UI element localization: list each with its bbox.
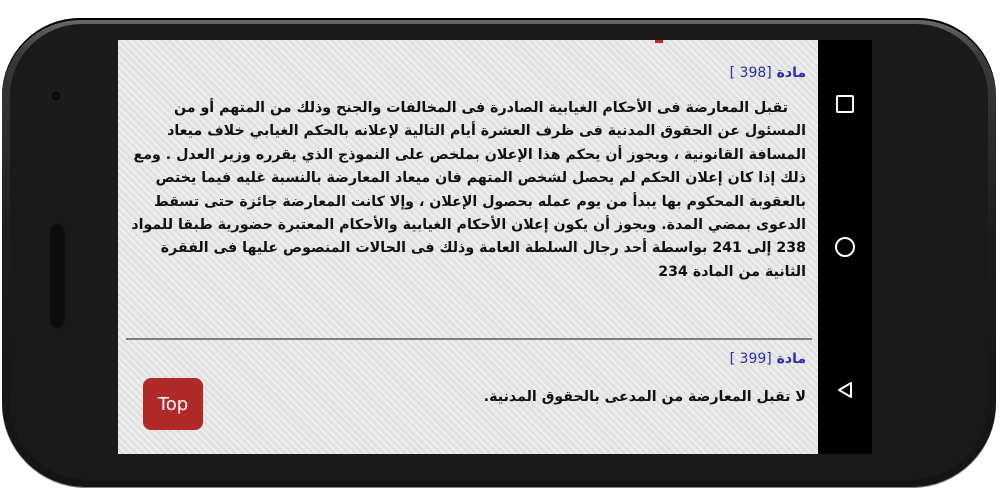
- status-indicator: [655, 40, 663, 43]
- article-heading-number: [399 ]: [729, 351, 772, 367]
- recents-icon: [836, 95, 854, 113]
- home-icon: [835, 237, 855, 257]
- app-content[interactable]: [118, 40, 818, 454]
- home-button[interactable]: [824, 226, 866, 268]
- article-body-text: لا تقبل المعارضة من المدعى بالحقوق المدنية.: [483, 389, 806, 405]
- article-heading-number: [398 ]: [729, 65, 772, 81]
- back-icon: [835, 380, 855, 400]
- article-body: [126, 386, 812, 409]
- article-heading: [126, 350, 812, 368]
- back-button[interactable]: [824, 369, 866, 411]
- front-camera: [50, 90, 62, 102]
- article-398: [126, 64, 812, 284]
- phone-speaker: [48, 222, 66, 330]
- scroll-top-button[interactable]: Top: [143, 378, 203, 430]
- article-heading-word: مادة: [776, 351, 806, 367]
- recents-button[interactable]: [824, 83, 866, 125]
- article-body: [126, 97, 812, 284]
- article-heading-word: مادة: [776, 65, 806, 81]
- article-heading: [126, 64, 812, 82]
- android-nav-bar: [818, 40, 872, 454]
- article-399: [126, 350, 812, 409]
- article-divider: [126, 338, 812, 340]
- article-body-text: تقبل المعارضة فى الأحكام الغيابية الصادرة فى المخالفات والجنح وذلك من المتهم أو من المسئول عن الحقوق المدنية فى ظرف العشرة أيام التالية لإعلانه بالحكم الغيابي خلاف ميعاد المسافة القانونية ، ويجوز أن يحكم هذا الإعلان بملخص على النموذج الذي يقرره وزير العدل . ومع ذلك إذا كان إعلان الحكم لم يحصل لشخص المتهم فان ميعاد المعارضة بالنسبة غليه فيما يختص بالعقوبة المحكوم بها يبدأ من يوم عمله بحصول الإعلان ، وإلا كانت المعارضة جائزة حتى تسقط الدعوى بمضي المدة. ويجوز أن يكون إعلان الأحكام الغيابية والأحكام المعتبرة حضورية طبقا للمواد 238 إلى 241 بواسطة أحد رجال السلطة العامة وذلك فى الحالات المنصوص عليها فى الفقرة الثانية من المادة 234: [131, 100, 806, 280]
- device-screen: [118, 40, 872, 454]
